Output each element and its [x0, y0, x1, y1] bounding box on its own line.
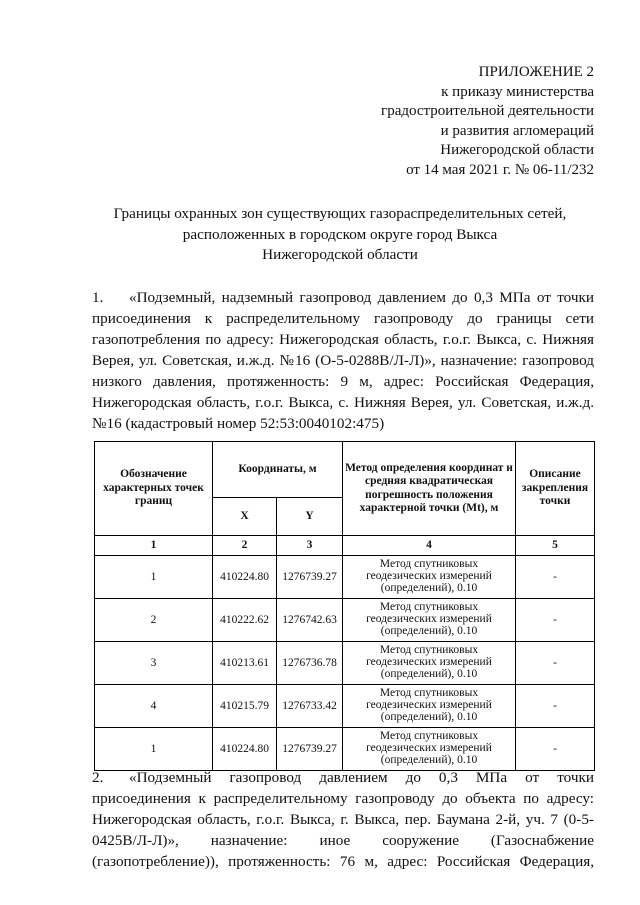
description-cell: - — [516, 642, 595, 685]
table-row — [95, 685, 595, 728]
method-cell: Метод спутниковых геодезических измерений (определений), 0.10 — [343, 685, 516, 728]
x-cell: 410224.80 — [213, 728, 277, 771]
title-line: Нижегородской области — [262, 246, 418, 263]
point-cell: 1 — [95, 728, 213, 771]
section-number: 1. — [92, 289, 104, 306]
point-cell: 4 — [95, 685, 213, 728]
header-description: Описание закрепления точки — [516, 442, 595, 536]
order-ref-line: и развития агломераций — [440, 122, 594, 139]
paragraph-line — [92, 767, 594, 788]
y-cell: 1276739.27 — [277, 556, 343, 599]
header-x: X — [213, 498, 277, 536]
y-cell: 1276733.42 — [277, 685, 343, 728]
column-number-row — [95, 536, 595, 556]
point-cell: 1 — [95, 556, 213, 599]
table-row — [95, 728, 595, 771]
section-number: 2. — [92, 769, 104, 786]
appendix-label: ПРИЛОЖЕНИЕ 2 — [478, 64, 594, 80]
paragraph-line: Нижегородская область, г.о.г. Выкса, с. Нижняя Верея, ул. Советская, и.ж.д. — [92, 394, 594, 411]
table-row — [95, 599, 595, 642]
method-cell: Метод спутниковых геодезических измерений (определений), 0.10 — [343, 642, 516, 685]
point-cell: 3 — [95, 642, 213, 685]
header-designation: Обозначение характерных точек границ — [95, 442, 213, 536]
column-number: 5 — [516, 536, 595, 556]
y-cell: 1276736.78 — [277, 642, 343, 685]
title-line: расположенных в городском округе город Выкса — [182, 225, 498, 243]
header-method: Метод определения координат и средняя квадратическая погрешность положения характерной точки (Mt), м — [343, 442, 516, 536]
method-cell: Метод спутниковых геодезических измерений (определений), 0.10 — [343, 556, 516, 599]
x-cell: 410213.61 — [213, 642, 277, 685]
order-date: от 14 мая 2021 г. № 06-11/232 — [406, 161, 594, 178]
paragraph-line: присоединения к распределительному газопроводу до границы сети — [92, 310, 594, 327]
description-cell: - — [516, 599, 595, 642]
paragraph-line: Верея, ул. Советская, и.ж.д. №16 (О-5-0288В/Л-Л)», назначение: газопровод — [92, 352, 594, 369]
paragraph-line: (газопотребление)), протяженность: 76 м, адрес: Российская Федерация, — [92, 853, 594, 870]
column-number: 1 — [95, 536, 213, 556]
document-header — [381, 63, 594, 181]
paragraph-text: «Подземный газопровод давлением до 0,3 МПа от точки — [129, 769, 594, 786]
paragraph-line: Нижегородская область, г.о.г. Выкса, г. Выкса, пер. Баумана 2-й, уч. 7 (0-5- — [92, 811, 594, 828]
x-cell: 410222.62 — [213, 599, 277, 642]
x-cell: 410215.79 — [213, 685, 277, 728]
paragraph-line: присоединения к распределительному газопроводу до объекта по адресу: — [92, 790, 594, 807]
order-ref-line: Нижегородской области — [440, 142, 594, 159]
paragraph-line: №16 (кадастровый номер 52:53:0040102:475) — [92, 415, 385, 432]
order-ref-line: к приказу министерства — [441, 83, 594, 100]
method-cell: Метод спутниковых геодезических измерений (определений), 0.10 — [343, 599, 516, 642]
paragraph-line — [92, 287, 594, 308]
column-number: 3 — [277, 536, 343, 556]
paragraph-line: 0425В/Л-Л)», назначение: иное сооружение (Газоснабжение — [92, 832, 594, 849]
paragraph-line: газопотребления по адресу: Нижегородская область, г.о.г. Выкса, с. Нижняя — [92, 331, 594, 348]
order-ref-line: градостроительной деятельности — [381, 103, 594, 120]
coordinates-table — [94, 441, 595, 771]
method-cell: Метод спутниковых геодезических измерений (определений), 0.10 — [343, 728, 516, 771]
point-cell: 2 — [95, 599, 213, 642]
header-coordinates: Координаты, м — [213, 442, 343, 498]
description-cell: - — [516, 556, 595, 599]
column-number: 2 — [213, 536, 277, 556]
y-cell: 1276739.27 — [277, 728, 343, 771]
y-cell: 1276742.63 — [277, 599, 343, 642]
section-2-paragraph — [92, 767, 594, 872]
column-number: 4 — [343, 536, 516, 556]
paragraph-text: «Подземный, надземный газопровод давлением до 0,3 МПа от точки — [129, 289, 594, 306]
document-title — [60, 204, 620, 266]
section-1-paragraph — [92, 287, 594, 434]
description-cell: - — [516, 728, 595, 771]
header-y: Y — [277, 498, 343, 536]
x-cell: 410224.80 — [213, 556, 277, 599]
table-row — [95, 642, 595, 685]
description-cell: - — [516, 685, 595, 728]
table-row — [95, 556, 595, 599]
paragraph-line: низкого давления, протяженность: 9 м, адрес: Российская Федерация, — [92, 373, 594, 390]
title-line: Границы охранных зон существующих газораспределительных сетей, — [113, 205, 567, 222]
